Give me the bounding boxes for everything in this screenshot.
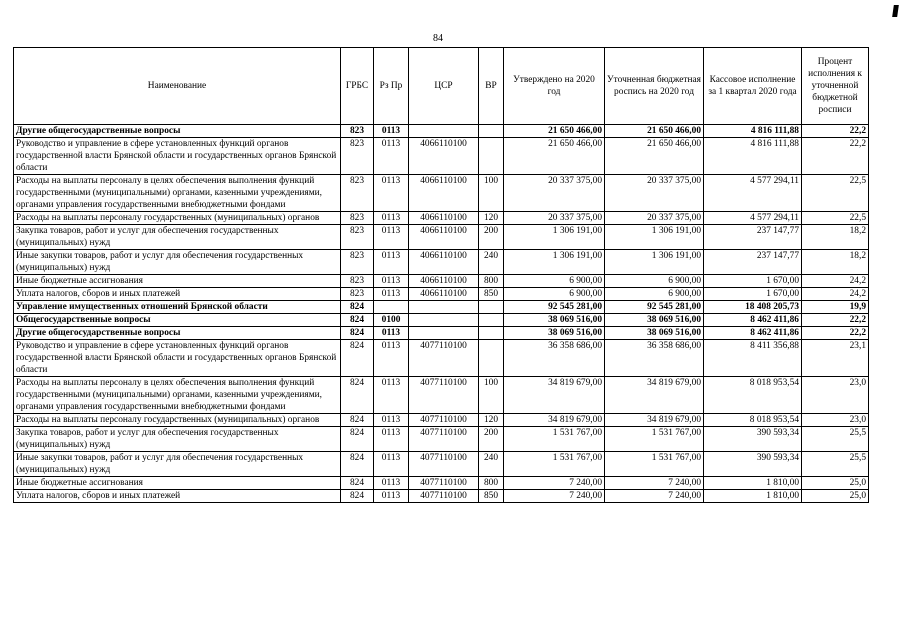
cell-vr — [479, 125, 504, 138]
cell-csr — [409, 314, 479, 327]
cell-refined: 20 337 375,00 — [605, 175, 704, 212]
cell-csr: 4066110100 — [409, 212, 479, 225]
header-cash: Кассовое исполнение за 1 квартал 2020 года — [704, 48, 802, 125]
cell-percent: 25,0 — [802, 477, 869, 490]
cell-rzpr: 0113 — [374, 340, 409, 377]
budget-table — [13, 47, 869, 503]
cell-percent: 22,2 — [802, 314, 869, 327]
cell-cash: 8 018 953,54 — [704, 414, 802, 427]
table-row — [14, 250, 869, 275]
cell-grbs: 823 — [341, 275, 374, 288]
cell-csr: 4077110100 — [409, 452, 479, 477]
cell-percent: 25,5 — [802, 427, 869, 452]
cell-grbs: 823 — [341, 125, 374, 138]
cell-grbs: 823 — [341, 250, 374, 275]
table-row — [14, 340, 869, 377]
cell-percent: 18,2 — [802, 225, 869, 250]
cell-percent: 23,1 — [802, 340, 869, 377]
cell-approved: 6 900,00 — [504, 288, 605, 301]
cell-percent: 23,0 — [802, 414, 869, 427]
header-rzpr: Рз Пр — [374, 48, 409, 125]
cell-csr — [409, 301, 479, 314]
table-row — [14, 477, 869, 490]
cell-rzpr: 0113 — [374, 175, 409, 212]
table-row — [14, 377, 869, 414]
cell-cash: 1 810,00 — [704, 477, 802, 490]
cell-cash: 237 147,77 — [704, 250, 802, 275]
cell-cash: 4 816 111,88 — [704, 138, 802, 175]
cell-rzpr: 0113 — [374, 452, 409, 477]
table-row — [14, 138, 869, 175]
cell-vr: 100 — [479, 377, 504, 414]
cell-grbs: 823 — [341, 225, 374, 250]
cell-refined: 34 819 679,00 — [605, 377, 704, 414]
cell-refined: 7 240,00 — [605, 477, 704, 490]
cell-vr — [479, 301, 504, 314]
cell-grbs: 824 — [341, 490, 374, 503]
table-row — [14, 212, 869, 225]
table-row — [14, 175, 869, 212]
cell-vr: 850 — [479, 288, 504, 301]
cell-approved: 7 240,00 — [504, 490, 605, 503]
cell-csr: 4066110100 — [409, 175, 479, 212]
cell-rzpr: 0113 — [374, 125, 409, 138]
cell-cash: 8 462 411,86 — [704, 327, 802, 340]
cell-csr: 4066110100 — [409, 275, 479, 288]
cell-csr: 4066110100 — [409, 288, 479, 301]
cell-percent: 23,0 — [802, 377, 869, 414]
cell-percent: 18,2 — [802, 250, 869, 275]
cell-percent: 24,2 — [802, 288, 869, 301]
cell-rzpr: 0113 — [374, 288, 409, 301]
cell-approved: 6 900,00 — [504, 275, 605, 288]
cell-refined: 20 337 375,00 — [605, 212, 704, 225]
cell-name: Иные бюджетные ассигнования — [14, 275, 341, 288]
table-row — [14, 301, 869, 314]
cell-approved: 1 531 767,00 — [504, 452, 605, 477]
cell-name: Общегосударственные вопросы — [14, 314, 341, 327]
cell-cash: 4 577 294,11 — [704, 212, 802, 225]
cell-name: Уплата налогов, сборов и иных платежей — [14, 490, 341, 503]
table-body — [14, 125, 869, 503]
cell-percent: 24,2 — [802, 275, 869, 288]
cell-csr: 4066110100 — [409, 138, 479, 175]
cell-grbs: 824 — [341, 377, 374, 414]
cell-cash: 1 670,00 — [704, 275, 802, 288]
cell-vr: 800 — [479, 477, 504, 490]
cell-name: Расходы на выплаты персоналу в целях обеспечения выполнения функций государственными (муниципальными) органами, казенными учреждениями, органами управления государственными внебюджетными фондами — [14, 377, 341, 414]
cell-percent: 25,5 — [802, 452, 869, 477]
cell-rzpr: 0113 — [374, 225, 409, 250]
cell-refined: 7 240,00 — [605, 490, 704, 503]
cell-approved: 1 531 767,00 — [504, 427, 605, 452]
cell-percent: 22,5 — [802, 175, 869, 212]
table-row — [14, 452, 869, 477]
cell-approved: 7 240,00 — [504, 477, 605, 490]
header-name: Наименование — [14, 48, 341, 125]
header-refined: Уточненная бюджетная роспись на 2020 год — [605, 48, 704, 125]
cell-csr: 4066110100 — [409, 250, 479, 275]
cell-csr: 4077110100 — [409, 414, 479, 427]
corner-mark — [892, 5, 899, 17]
cell-approved: 34 819 679,00 — [504, 414, 605, 427]
cell-grbs: 824 — [341, 477, 374, 490]
table-row — [14, 125, 869, 138]
cell-cash: 390 593,34 — [704, 427, 802, 452]
cell-vr: 200 — [479, 225, 504, 250]
cell-csr — [409, 327, 479, 340]
cell-cash: 1 810,00 — [704, 490, 802, 503]
cell-vr: 200 — [479, 427, 504, 452]
cell-cash: 390 593,34 — [704, 452, 802, 477]
cell-grbs: 824 — [341, 301, 374, 314]
cell-percent: 22,5 — [802, 212, 869, 225]
cell-grbs: 824 — [341, 327, 374, 340]
header-approved: Утверждено на 2020 год — [504, 48, 605, 125]
cell-approved: 38 069 516,00 — [504, 327, 605, 340]
cell-refined: 92 545 281,00 — [605, 301, 704, 314]
cell-rzpr: 0113 — [374, 477, 409, 490]
cell-csr: 4077110100 — [409, 490, 479, 503]
cell-rzpr: 0113 — [374, 427, 409, 452]
cell-vr — [479, 314, 504, 327]
cell-vr — [479, 138, 504, 175]
cell-grbs: 824 — [341, 427, 374, 452]
cell-rzpr: 0113 — [374, 490, 409, 503]
header-vr: ВР — [479, 48, 504, 125]
cell-rzpr: 0113 — [374, 275, 409, 288]
cell-vr — [479, 340, 504, 377]
cell-rzpr: 0113 — [374, 250, 409, 275]
cell-name: Управление имущественных отношений Брянской области — [14, 301, 341, 314]
cell-name: Расходы на выплаты персоналу государственных (муниципальных) органов — [14, 414, 341, 427]
cell-approved: 1 306 191,00 — [504, 225, 605, 250]
cell-cash: 237 147,77 — [704, 225, 802, 250]
cell-approved: 20 337 375,00 — [504, 175, 605, 212]
cell-name: Иные бюджетные ассигнования — [14, 477, 341, 490]
cell-approved: 36 358 686,00 — [504, 340, 605, 377]
cell-grbs: 824 — [341, 452, 374, 477]
cell-name: Уплата налогов, сборов и иных платежей — [14, 288, 341, 301]
header-csr: ЦСР — [409, 48, 479, 125]
cell-rzpr: 0113 — [374, 327, 409, 340]
cell-name: Другие общегосударственные вопросы — [14, 327, 341, 340]
cell-vr — [479, 327, 504, 340]
cell-vr: 100 — [479, 175, 504, 212]
cell-csr — [409, 125, 479, 138]
cell-rzpr: 0113 — [374, 138, 409, 175]
cell-cash: 1 670,00 — [704, 288, 802, 301]
cell-vr: 800 — [479, 275, 504, 288]
cell-refined: 21 650 466,00 — [605, 138, 704, 175]
cell-rzpr: 0113 — [374, 212, 409, 225]
table-row — [14, 414, 869, 427]
cell-vr: 120 — [479, 414, 504, 427]
cell-approved: 20 337 375,00 — [504, 212, 605, 225]
table-row — [14, 288, 869, 301]
cell-grbs: 823 — [341, 138, 374, 175]
cell-approved: 92 545 281,00 — [504, 301, 605, 314]
cell-csr: 4077110100 — [409, 377, 479, 414]
cell-percent: 22,2 — [802, 125, 869, 138]
cell-cash: 8 462 411,86 — [704, 314, 802, 327]
cell-rzpr: 0113 — [374, 414, 409, 427]
cell-name: Руководство и управление в сфере установленных функций органов государственной власти Брянской области и государственных органов Брянской области — [14, 340, 341, 377]
cell-grbs: 823 — [341, 175, 374, 212]
cell-vr: 240 — [479, 250, 504, 275]
header-percent: Процент исполнения к уточненной бюджетной росписи — [802, 48, 869, 125]
cell-grbs: 823 — [341, 212, 374, 225]
cell-rzpr: 0113 — [374, 377, 409, 414]
cell-csr: 4077110100 — [409, 477, 479, 490]
cell-refined: 36 358 686,00 — [605, 340, 704, 377]
cell-refined: 6 900,00 — [605, 288, 704, 301]
cell-rzpr — [374, 301, 409, 314]
table-row — [14, 427, 869, 452]
cell-csr: 4066110100 — [409, 225, 479, 250]
cell-name: Закупка товаров, работ и услуг для обеспечения государственных (муниципальных) нужд — [14, 225, 341, 250]
cell-percent: 22,2 — [802, 138, 869, 175]
cell-cash: 8 411 356,88 — [704, 340, 802, 377]
cell-approved: 21 650 466,00 — [504, 125, 605, 138]
cell-grbs: 824 — [341, 414, 374, 427]
cell-approved: 1 306 191,00 — [504, 250, 605, 275]
cell-percent: 22,2 — [802, 327, 869, 340]
cell-vr: 850 — [479, 490, 504, 503]
cell-csr: 4077110100 — [409, 427, 479, 452]
cell-approved: 34 819 679,00 — [504, 377, 605, 414]
cell-rzpr: 0100 — [374, 314, 409, 327]
cell-refined: 1 306 191,00 — [605, 225, 704, 250]
table-row — [14, 327, 869, 340]
cell-name: Расходы на выплаты персоналу государственных (муниципальных) органов — [14, 212, 341, 225]
cell-approved: 38 069 516,00 — [504, 314, 605, 327]
cell-cash: 4 816 111,88 — [704, 125, 802, 138]
cell-refined: 34 819 679,00 — [605, 414, 704, 427]
cell-name: Иные закупки товаров, работ и услуг для обеспечения государственных (муниципальных) нужд — [14, 452, 341, 477]
cell-cash: 8 018 953,54 — [704, 377, 802, 414]
page-number: 84 — [433, 33, 443, 44]
cell-cash: 4 577 294,11 — [704, 175, 802, 212]
cell-refined: 21 650 466,00 — [605, 125, 704, 138]
cell-name: Иные закупки товаров, работ и услуг для обеспечения государственных (муниципальных) нужд — [14, 250, 341, 275]
cell-percent: 19,9 — [802, 301, 869, 314]
cell-approved: 21 650 466,00 — [504, 138, 605, 175]
cell-percent: 25,0 — [802, 490, 869, 503]
cell-refined: 38 069 516,00 — [605, 327, 704, 340]
cell-cash: 18 408 205,73 — [704, 301, 802, 314]
cell-name: Закупка товаров, работ и услуг для обеспечения государственных (муниципальных) нужд — [14, 427, 341, 452]
cell-vr: 240 — [479, 452, 504, 477]
cell-refined: 6 900,00 — [605, 275, 704, 288]
table-row — [14, 275, 869, 288]
cell-refined: 1 531 767,00 — [605, 427, 704, 452]
cell-grbs: 823 — [341, 288, 374, 301]
cell-name: Руководство и управление в сфере установленных функций органов государственной власти Брянской области и государственных органов Брянской области — [14, 138, 341, 175]
table-row — [14, 225, 869, 250]
cell-refined: 1 531 767,00 — [605, 452, 704, 477]
table-row — [14, 490, 869, 503]
cell-refined: 1 306 191,00 — [605, 250, 704, 275]
table-header-row — [14, 48, 869, 125]
cell-name: Расходы на выплаты персоналу в целях обеспечения выполнения функций государственными (муниципальными) органами, казенными учреждениями, органами управления государственными внебюджетными фондами — [14, 175, 341, 212]
table-row — [14, 314, 869, 327]
cell-refined: 38 069 516,00 — [605, 314, 704, 327]
cell-grbs: 824 — [341, 340, 374, 377]
cell-csr: 4077110100 — [409, 340, 479, 377]
cell-grbs: 824 — [341, 314, 374, 327]
cell-vr: 120 — [479, 212, 504, 225]
cell-name: Другие общегосударственные вопросы — [14, 125, 341, 138]
header-grbs: ГРБС — [341, 48, 374, 125]
